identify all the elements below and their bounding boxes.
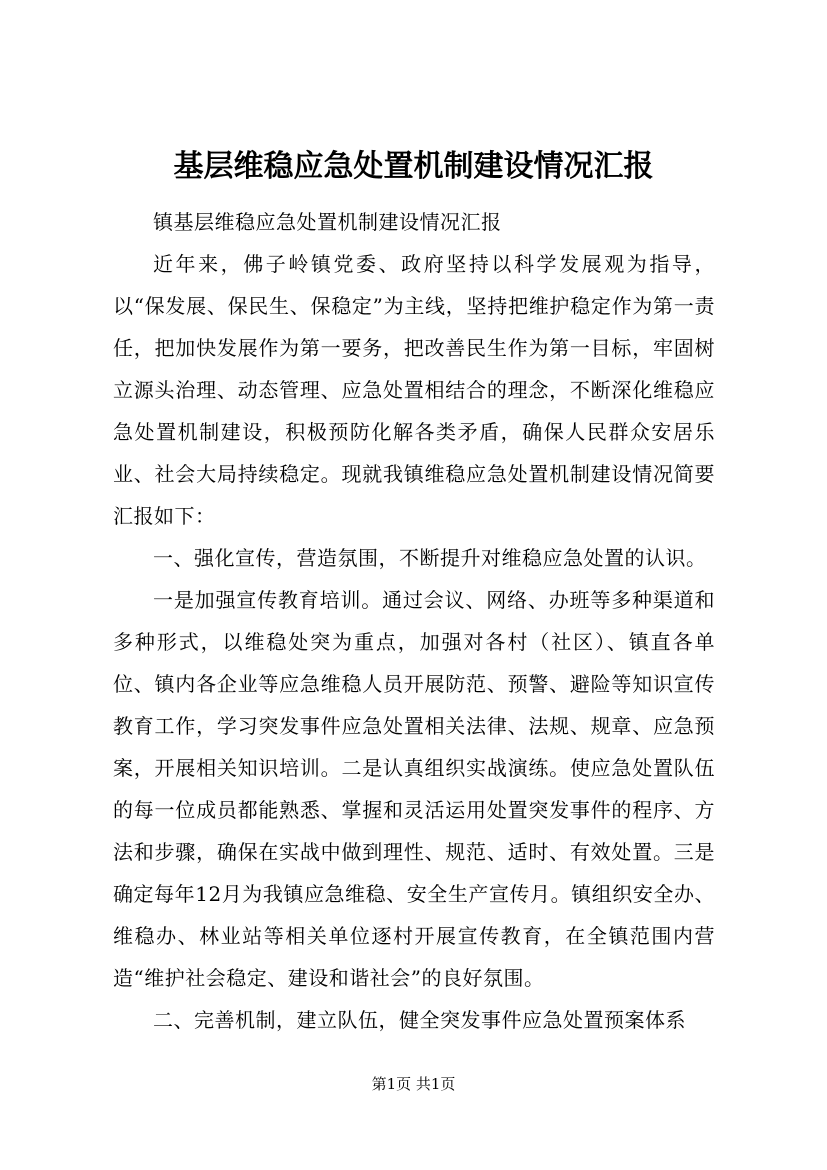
page-footer: 第1页 共1页 — [371, 1075, 456, 1093]
intro-paragraph: 近年来，佛子岭镇党委、政府坚持以科学发展观为指导，以“保发展、保民生、保稳定”为主线，坚持把维护稳定作为第一责任，把加快发展作为第一要务，把改善民生作为第一目标，牢固树立源头治理、动态管理、应急处置相结合的理念，不断深化维稳应急处置机制建设，积极预防化解各类矛盾，确保人民群众安居乐业、社会大局持续稳定。现就我镇维稳应急处置机制建设情况简要汇报如下： — [113, 252, 715, 528]
section-heading-2: 二、完善机制，建立队伍，健全突发事件应急处置预案体系 — [153, 1008, 686, 1032]
section-heading-1: 一、强化宣传，营造氛围，不断提升对维稳应急处置的认识。 — [153, 546, 707, 570]
document-title: 基层维稳应急处置机制建设情况汇报 — [173, 149, 654, 184]
document-body — [113, 201, 715, 1041]
subtitle-paragraph: 镇基层维稳应急处置机制建设情况汇报 — [153, 210, 502, 234]
section-1-paragraph: 一是加强宣传教育培训。通过会议、网络、办班等多种渠道和多种形式，以维稳处突为重点，加强对各村（社区）、镇直各单位、镇内各企业等应急维稳人员开展防范、预警、避险等知识宣传教育工作，学习突发事件应急处置相关法律、法规、规章、应急预案，开展相关知识培训。二是认真组织实战演练。使应急处置队伍的每一位成员都能熟悉、掌握和灵活运用处置突发事件的程序、方法和步骤，确保在实战中做到理性、规范、适时、有效处置。三是确定每年12月为我镇应急维稳、安全生产宣传月。镇组织安全办、维稳办、林业站等相关单位逐村开展宣传教育，在全镇范围内营造“维护社会稳定、建设和谐社会”的良好氛围。 — [113, 588, 715, 990]
